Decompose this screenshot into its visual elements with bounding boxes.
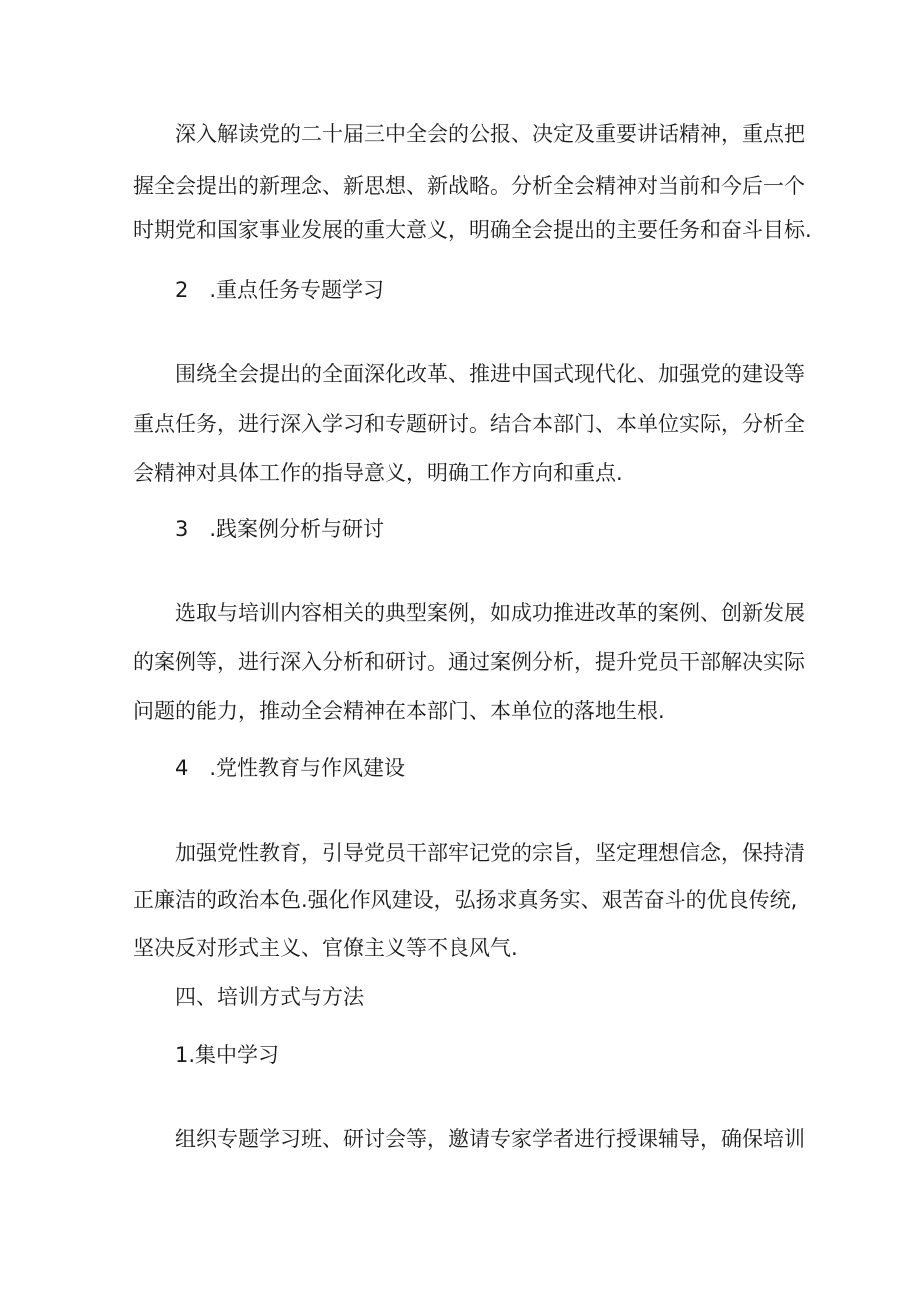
paragraph-1-line-2: 握全会提出的新理念、新思想、新战略。分析全会精神对当前和今后一个 (133, 174, 805, 198)
paragraph-1-line-1: 深入解读党的二十届三中全会的公报、决定及重要讲话精神，重点把 (175, 122, 805, 146)
heading-2: 2 .重点任务专题学习 (175, 278, 385, 302)
paragraph-2-line-2: 重点任务，进行深入学习和专题研讨。结合本部门、本单位实际，分析全 (133, 412, 805, 436)
paragraph-4-line-3: 坚决反对形式主义、官僚主义等不良风气. (133, 936, 518, 960)
paragraph-3-line-3: 问题的能力，推动全会精神在本部门、本单位的落地生根. (133, 699, 665, 723)
heading-4: 4 .党性教育与作风建设 (175, 756, 406, 780)
paragraph-1-line-3: 时期党和国家事业发展的重大意义，明确全会提出的主要任务和奋斗目标. (133, 218, 812, 242)
heading-3: 3 .践案例分析与研讨 (175, 517, 385, 541)
section-4-heading: 四、培训方式与方法 (175, 985, 364, 1009)
paragraph-5-line-1: 组织专题学习班、研讨会等，邀请专家学者进行授课辅导，确保培训 (175, 1127, 805, 1151)
sub-heading-1: 1.集中学习 (175, 1043, 280, 1067)
paragraph-3-line-1: 选取与培训内容相关的典型案例，如成功推进改革的案例、创新发展 (175, 601, 805, 625)
paragraph-2-line-1: 围绕全会提出的全面深化改革、推进中国式现代化、加强党的建设等 (175, 362, 805, 386)
paragraph-2-line-3: 会精神对具体工作的指导意义，明确工作方向和重点. (133, 461, 623, 485)
paragraph-3-line-2: 的案例等，进行深入分析和研讨。通过案例分析，提升党员干部解决实际 (133, 650, 805, 674)
paragraph-4-line-2: 正廉洁的政治本色.强化作风建设，弘扬求真务实、艰苦奋斗的优良传统, (133, 888, 798, 912)
paragraph-4-line-1: 加强党性教育，引导党员干部牢记党的宗旨，坚定理想信念，保持清 (175, 841, 805, 865)
